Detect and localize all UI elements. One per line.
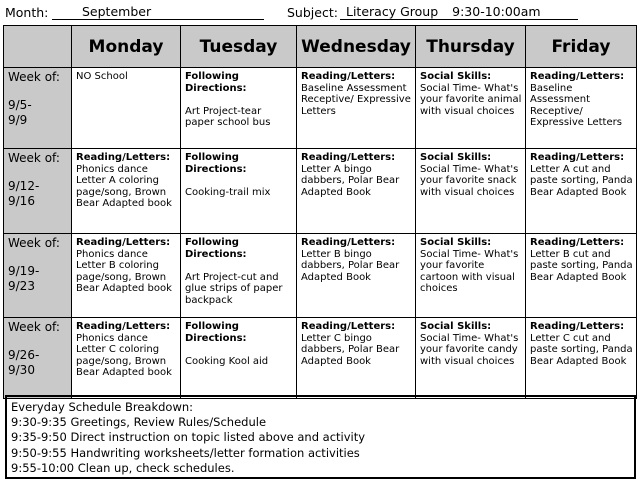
week-row [4,149,637,234]
lesson-cell [416,68,526,149]
week-dates: 9/5- 9/9 [8,98,32,127]
month-value: September [52,5,264,20]
lesson-cell [297,68,416,149]
lesson-title: Following Directions: [185,152,247,175]
lesson-body: Art Project-tear paper school bus [185,105,271,128]
breakdown-line: 9:55-10:00 Clean up, check schedules. [11,460,235,475]
document-header [0,2,640,22]
day-header-friday: Friday [526,26,637,68]
lesson-cell [72,234,181,318]
lesson-cell [416,149,526,234]
breakdown-heading: Everyday Schedule Breakdown: [11,400,194,414]
breakdown-line: 9:35-9:50 Direct instruction on topic listed above and activity [11,430,366,445]
lesson-body: Letter B cut and paste sorting, Panda Bear Adapted Book [530,248,633,283]
lesson-title: Social Skills: [420,321,492,332]
lesson-body: Social Time- What's your favorite animal with visual choices [420,82,522,117]
lesson-cell [416,234,526,318]
week-label-cell [4,68,72,149]
lesson-body: Phonics dance Letter A coloring page/song, Brown Bear Adapted book [76,163,172,209]
week-label-cell [4,318,72,399]
lesson-body: Letter C cut and paste sorting, Panda Bear Adapted Book [530,332,633,367]
lesson-cell [181,234,297,318]
lesson-cell [72,149,181,234]
corner-cell [4,26,72,68]
lesson-body: Social Time- What's your favorite cartoon with visual choices [420,248,519,294]
subject-label: Subject: [287,5,338,20]
week-dates: 9/12- 9/16 [8,179,40,208]
lesson-title: Reading/Letters: [301,152,396,163]
lesson-title: Social Skills: [420,237,492,248]
lesson-cell [181,149,297,234]
lesson-body: Phonics dance Letter B coloring page/song, Brown Bear Adapted book [76,248,172,294]
lesson-body: Phonics dance Letter C coloring page/song, Brown Bear Adapted book [76,332,172,378]
lesson-cell [526,68,637,149]
day-header-row [4,26,637,68]
week-label: Week of: [8,151,60,165]
lesson-cell [297,318,416,399]
week-row [4,318,637,399]
lesson-cell [181,318,297,399]
lesson-title: Reading/Letters: [530,237,625,248]
lesson-title: Reading/Letters: [530,71,625,82]
week-label-cell [4,149,72,234]
lesson-body: Baseline Assessment Receptive/ Expressive Letters [301,82,411,117]
lesson-body: Letter A bingo dabbers, Polar Bear Adapted Book [301,163,400,198]
lesson-body: Baseline Assessment Receptive/ Expressive Letters [530,82,622,128]
schedule-breakdown-box [5,395,636,479]
week-dates: 9/26- 9/30 [8,348,40,377]
lesson-body: Cooking Kool aid [185,355,269,367]
week-label: Week of: [8,320,60,334]
lesson-body: Social Time- What's your favorite candy with visual choices [420,332,519,367]
week-row [4,68,637,149]
lesson-cell [526,149,637,234]
lesson-title: Reading/Letters: [530,321,625,332]
lesson-title: Reading/Letters: [301,71,396,82]
lesson-title: Reading/Letters: [301,321,396,332]
lesson-title: Following Directions: [185,321,247,344]
day-header-wednesday: Wednesday [297,26,416,68]
lesson-cell [72,68,181,149]
lesson-title: Reading/Letters: [76,152,171,163]
lesson-body: Letter C bingo dabbers, Polar Bear Adapted Book [301,332,400,367]
subject-value [340,5,578,20]
day-header-thursday: Thursday [416,26,526,68]
month-label: Month: [5,5,49,20]
subject-name: Literacy Group [346,4,439,19]
week-label: Week of: [8,236,60,250]
lesson-body: Letter A cut and paste sorting, Panda Bear Adapted Book [530,163,633,198]
lesson-body: Letter B bingo dabbers, Polar Bear Adapted Book [301,248,400,283]
lesson-title: Following Directions: [185,71,247,94]
lesson-title: Social Skills: [420,152,492,163]
lesson-body: NO School [76,71,128,82]
week-label: Week of: [8,70,60,84]
lesson-cell [297,149,416,234]
lesson-cell [526,234,637,318]
lesson-body: Cooking-trail mix [185,186,271,198]
lesson-cell [297,234,416,318]
lesson-cell [181,68,297,149]
breakdown-line: 9:50-9:55 Handwriting worksheets/letter formation activities [11,445,360,460]
lesson-title: Social Skills: [420,71,492,82]
lesson-cell [526,318,637,399]
lesson-cell [72,318,181,399]
lesson-title: Reading/Letters: [301,237,396,248]
lesson-cell [416,318,526,399]
week-row [4,234,637,318]
day-header-tuesday: Tuesday [181,26,297,68]
day-header-monday: Monday [72,26,181,68]
lesson-plan-table [3,25,637,399]
week-label-cell [4,234,72,318]
lesson-title: Reading/Letters: [530,152,625,163]
lesson-title: Reading/Letters: [76,237,171,248]
lesson-title: Reading/Letters: [76,321,171,332]
lesson-body: Social Time- What's your favorite snack with visual choices [420,163,519,198]
time-value: 9:30-10:00am [452,4,541,19]
lesson-body: Art Project-cut and glue strips of paper backpack [185,271,283,306]
lesson-title: Following Directions: [185,237,247,260]
breakdown-line: 9:30-9:35 Greetings, Review Rules/Schedule [11,415,267,430]
week-dates: 9/19- 9/23 [8,264,40,293]
